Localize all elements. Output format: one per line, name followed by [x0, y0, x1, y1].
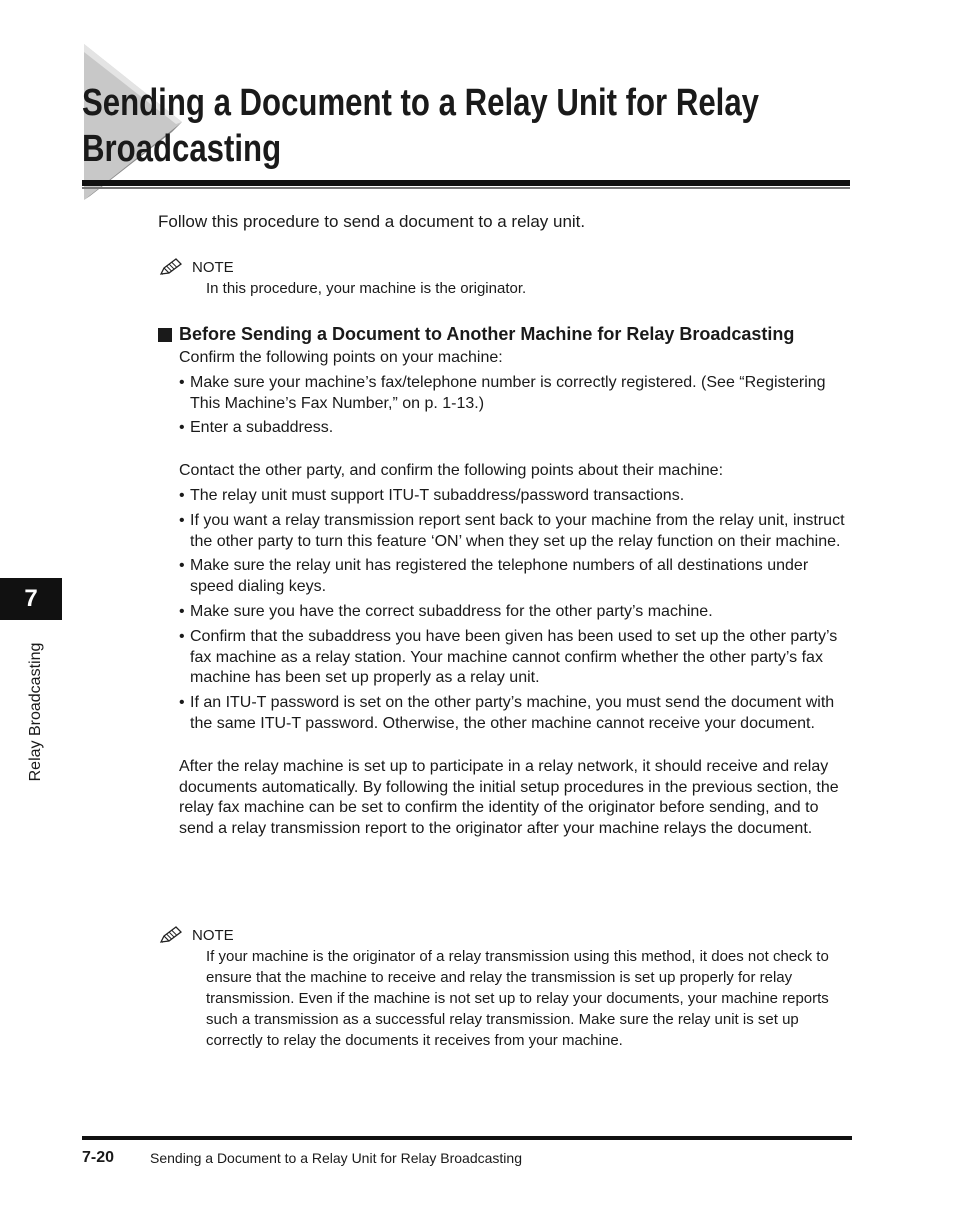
list-item: • Make sure your machine’s fax/telephone number is correctly registered. (See “Registering This Machine’s Fax Number,” on p. 1-13.) — [179, 373, 849, 415]
note-label: NOTE — [192, 926, 234, 944]
footer-title: Sending a Document to a Relay Unit for Relay Broadcasting — [150, 1150, 522, 1166]
section-heading — [158, 324, 858, 345]
section-heading-text: Before Sending a Document to Another Machine for Relay Broadcasting — [179, 324, 795, 344]
square-bullet-icon — [158, 328, 172, 342]
page-title: Sending a Document to a Relay Unit for Relay Broadcasting — [82, 82, 759, 170]
note-text: In this procedure, your machine is the originator. — [206, 280, 527, 297]
intro-text: Follow this procedure to send a document to a relay unit. — [158, 212, 586, 231]
section-para-2: Contact the other party, and confirm the following points about their machine: — [179, 462, 724, 480]
list-item: • If you want a relay transmission report sent back to your machine from the relay unit, instruct the other party to turn this feature ‘ON’ when they set up the relay function on their machine. — [179, 511, 849, 553]
note-label: NOTE — [192, 258, 234, 276]
footer-rule — [82, 1136, 852, 1140]
pencil-icon — [158, 925, 184, 945]
title-rule — [82, 180, 850, 186]
pencil-icon — [158, 257, 184, 277]
section-before-sending — [158, 324, 858, 840]
page-number: 7-20 — [82, 1149, 115, 1166]
section-para-3: After the relay machine is set up to participate in a relay network, it should receive and relay documents automatically. By following the initial setup procedures in the previous section, the relay fax machine can be set to confirm the identity of the originator before sending, and to send a relay transmission report to the originator after your machine relays the document. — [179, 757, 839, 838]
list-item: • The relay unit must support ITU-T subaddress/password transactions. — [179, 486, 849, 507]
list-item: • Make sure the relay unit has registered the telephone numbers of all destinations under speed dialing keys. — [179, 556, 849, 598]
list-item: • Make sure you have the correct subaddress for the other party’s machine. — [179, 602, 849, 623]
checklist-own-machine — [179, 373, 849, 439]
list-item: • If an ITU-T password is set on the other party’s machine, you must send the document with the same ITU-T password. Otherwise, the other machine cannot receive your document. — [179, 693, 849, 735]
note-text: If your machine is the originator of a relay transmission using this method, it does not check to ensure that the machine to receive and relay the transmission is set up properly for relay transmission. Even if the machine is not set up to relay your documents, your machine reports such a transmission as a successful relay transmission. Make sure the relay unit is set up correctly to relay the documents it receives from your machine. — [206, 948, 829, 1049]
checklist-other-machine — [179, 486, 849, 735]
title-rule-thin — [82, 187, 850, 189]
list-item: • Enter a subaddress. — [179, 418, 849, 439]
section-para-1: Confirm the following points on your machine: — [179, 349, 503, 366]
note-block-1 — [158, 256, 852, 299]
chapter-tab: 7 — [0, 578, 62, 620]
note-block-2 — [158, 924, 852, 1051]
chapter-side-label: Relay Broadcasting — [27, 642, 44, 782]
list-item: • Confirm that the subaddress you have been given has been used to set up the other party’s fax machine as a relay station. Your machine cannot confirm whether the other party’s fax machine has been set up properly as a relay unit. — [179, 627, 849, 689]
